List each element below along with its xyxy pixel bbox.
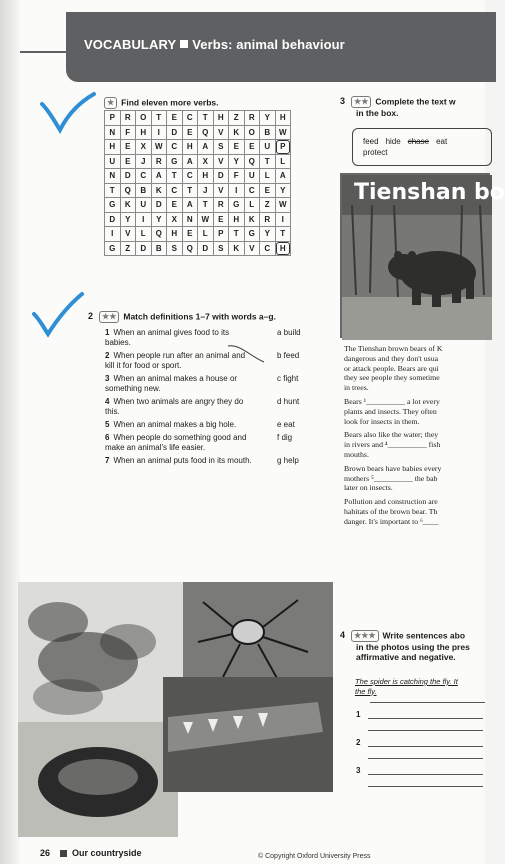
answer-line[interactable] — [368, 758, 483, 759]
animal-photos — [18, 582, 333, 837]
definition-number: 2 — [105, 351, 110, 360]
answer-line[interactable] — [368, 746, 483, 747]
answer-number: 1 — [356, 710, 361, 719]
grid-letter[interactable]: N — [105, 169, 121, 184]
grid-row — [105, 111, 291, 126]
grid-letter[interactable]: G — [244, 227, 260, 242]
grid-letter[interactable]: S — [213, 241, 229, 256]
grid-row — [105, 227, 291, 242]
word-box-item: feed — [363, 137, 379, 146]
article-line: in rivers and ⁴__________ fish — [344, 440, 441, 450]
grid-letter[interactable]: A — [151, 169, 167, 184]
example-sentence — [355, 677, 458, 696]
section-label: VOCABULARY — [84, 37, 177, 52]
definition-number: 1 — [105, 328, 110, 337]
grid-letter[interactable]: V — [244, 241, 260, 256]
grid-letter[interactable]: D — [198, 241, 214, 256]
grid-letter[interactable]: H — [182, 140, 198, 155]
grid-row — [105, 198, 291, 213]
answer-line[interactable] — [370, 702, 485, 703]
exercise-number: 4 — [340, 630, 346, 641]
article-line: later on insects. — [344, 483, 393, 493]
grid-letter[interactable]: G — [105, 241, 121, 256]
page-number: 26 — [40, 848, 51, 858]
grid-letter[interactable]: K — [120, 198, 136, 213]
grid-letter[interactable]: H — [229, 212, 245, 227]
answer-word-text: eat — [283, 420, 295, 429]
definition-row — [105, 351, 325, 371]
grid-letter[interactable]: I — [229, 183, 245, 198]
grid-letter[interactable]: G — [229, 198, 245, 213]
exercise1-heading — [104, 97, 219, 109]
grid-letter[interactable]: T — [105, 183, 121, 198]
grid-letter[interactable]: H — [275, 111, 291, 126]
grid-letter[interactable]: N — [182, 212, 198, 227]
answer-letter: f — [277, 433, 282, 442]
grid-letter[interactable]: V — [213, 183, 229, 198]
unit-name: Our countryside — [72, 848, 142, 858]
word-box-item: chase — [407, 137, 430, 146]
page-gutter — [0, 0, 20, 864]
answer-word — [277, 374, 325, 394]
grid-letter[interactable]: I — [105, 227, 121, 242]
definition-sentence: When two animals are angry they do this. — [105, 397, 244, 416]
definition-sentence: When an animal gives food to its babies. — [105, 328, 230, 347]
grid-letter[interactable]: T — [182, 183, 198, 198]
grid-letter[interactable]: D — [213, 169, 229, 184]
article-line: habitats of the brown bear. Th — [344, 506, 438, 516]
grid-letter[interactable]: K — [244, 212, 260, 227]
article-line: in trees. — [344, 383, 369, 393]
grid-row — [105, 125, 291, 140]
grid-letter[interactable]: S — [213, 140, 229, 155]
difficulty-stars: ★★★ — [351, 630, 379, 642]
grid-letter[interactable]: R — [120, 111, 136, 126]
exercise-number: 3 — [340, 96, 346, 107]
grid-letter[interactable]: Q — [244, 154, 260, 169]
answer-word-text: help — [283, 456, 299, 465]
grid-letter[interactable]: W — [275, 125, 291, 140]
grid-row — [105, 140, 291, 155]
answer-letter: d — [277, 397, 284, 406]
grid-letter[interactable]: X — [167, 212, 183, 227]
check-mark-icon — [38, 92, 98, 134]
article-line: mothers ⁵__________ the bab — [344, 473, 438, 483]
grid-letter[interactable]: D — [167, 125, 183, 140]
grid-letter[interactable]: F — [229, 169, 245, 184]
article-line: they see people they sometime — [344, 373, 440, 383]
article-line: or attack people. Bears are qui — [344, 363, 439, 373]
grid-letter[interactable]: P — [275, 140, 291, 155]
answer-line[interactable] — [368, 718, 483, 719]
definition-row — [105, 420, 325, 430]
article-line: dangerous and they don't usua — [344, 353, 439, 363]
grid-letter[interactable]: L — [275, 154, 291, 169]
grid-row — [105, 154, 291, 169]
example-line-1: The spider is catching the fly. It — [355, 677, 458, 686]
grid-letter[interactable]: V — [120, 227, 136, 242]
answer-line[interactable] — [368, 786, 483, 787]
article-line: Bears also like the water; they — [344, 430, 439, 440]
example-line-2: the fly. — [355, 686, 377, 696]
square-bullet-icon — [180, 40, 188, 48]
grid-letter[interactable]: E — [167, 111, 183, 126]
grid-letter[interactable]: Y — [275, 183, 291, 198]
answer-word — [277, 456, 325, 466]
grid-letter[interactable]: T — [229, 227, 245, 242]
article-paragraph — [344, 397, 494, 426]
grid-letter[interactable]: E — [167, 198, 183, 213]
difficulty-stars: ★ — [104, 97, 117, 109]
grid-letter[interactable]: E — [120, 154, 136, 169]
exercise4-instruction-3: affirmative and negative. — [356, 652, 456, 662]
definition-text — [105, 433, 255, 453]
grid-letter[interactable]: H — [213, 111, 229, 126]
exercise3-instruction: Complete the text w — [375, 96, 456, 107]
grid-letter[interactable]: J — [136, 154, 152, 169]
grid-letter[interactable]: Q — [151, 227, 167, 242]
grid-letter[interactable]: I — [275, 212, 291, 227]
grid-row — [105, 212, 291, 227]
grid-letter[interactable]: C — [167, 183, 183, 198]
grid-letter[interactable]: C — [182, 111, 198, 126]
answer-letter: e — [277, 420, 284, 429]
grid-letter[interactable]: W — [151, 140, 167, 155]
article-line: Bears ¹__________ a lot every — [344, 396, 440, 406]
grid-letter[interactable]: T — [275, 227, 291, 242]
article-title: Tienshan bo — [354, 180, 505, 205]
answer-letter: b — [277, 351, 284, 360]
word-box-item: eat — [436, 137, 448, 146]
answer-line[interactable] — [368, 730, 483, 731]
grid-letter[interactable]: K — [151, 183, 167, 198]
definition-row — [105, 374, 325, 394]
grid-letter[interactable]: O — [136, 111, 152, 126]
grid-letter[interactable]: L — [136, 227, 152, 242]
grid-letter[interactable]: T — [151, 111, 167, 126]
definition-text — [105, 420, 255, 430]
grid-letter[interactable]: A — [275, 169, 291, 184]
grid-letter[interactable]: O — [244, 125, 260, 140]
grid-letter[interactable]: F — [120, 125, 136, 140]
grid-letter[interactable]: V — [213, 154, 229, 169]
grid-letter[interactable]: U — [105, 154, 121, 169]
article-paragraph — [344, 497, 494, 526]
grid-letter[interactable]: P — [213, 227, 229, 242]
grid-letter[interactable]: H — [167, 227, 183, 242]
definition-row — [105, 397, 325, 417]
grid-letter[interactable]: P — [105, 111, 121, 126]
grid-row — [105, 241, 291, 256]
grid-letter[interactable]: Z — [229, 111, 245, 126]
grid-letter[interactable]: E — [213, 212, 229, 227]
grid-letter[interactable]: Y — [229, 154, 245, 169]
grid-letter[interactable]: R — [151, 154, 167, 169]
answer-letter: g — [277, 456, 284, 465]
grid-letter[interactable]: T — [260, 154, 276, 169]
definition-sentence: When people run after an animal and kill it for food or sport. — [105, 351, 246, 370]
grid-letter[interactable]: C — [136, 169, 152, 184]
article-paragraph — [344, 464, 494, 493]
definition-row — [105, 328, 325, 348]
grid-letter[interactable]: X — [198, 154, 214, 169]
grid-letter[interactable]: R — [244, 111, 260, 126]
exercise4-instruction-2: in the photos using the pres — [356, 642, 470, 652]
grid-letter[interactable]: E — [229, 140, 245, 155]
grid-letter[interactable]: E — [182, 125, 198, 140]
article-paragraph — [344, 430, 494, 459]
grid-letter[interactable]: V — [213, 125, 229, 140]
grid-letter[interactable]: E — [182, 227, 198, 242]
match-line — [226, 342, 266, 366]
grid-letter[interactable]: J — [198, 183, 214, 198]
grid-letter[interactable]: I — [151, 125, 167, 140]
grid-letter[interactable]: H — [275, 241, 291, 256]
grid-letter[interactable]: R — [260, 212, 276, 227]
exercise4-heading — [340, 630, 490, 662]
grid-letter[interactable]: D — [151, 198, 167, 213]
word-search-grid — [104, 110, 291, 256]
grid-letter[interactable]: G — [105, 198, 121, 213]
definition-sentence: When an animal makes a big hole. — [113, 420, 237, 429]
grid-letter[interactable]: Z — [260, 198, 276, 213]
grid-letter[interactable]: K — [229, 125, 245, 140]
article-line: The Tienshan brown bears of K — [344, 344, 443, 353]
grid-letter[interactable]: H — [136, 125, 152, 140]
grid-letter[interactable]: D — [105, 212, 121, 227]
grid-letter[interactable]: K — [229, 241, 245, 256]
answer-word — [277, 328, 325, 348]
definition-row — [105, 456, 325, 466]
grid-letter[interactable]: Y — [151, 212, 167, 227]
grid-letter[interactable]: W — [275, 198, 291, 213]
grid-letter[interactable]: S — [167, 241, 183, 256]
grid-letter[interactable]: Q — [120, 183, 136, 198]
article-line: mouths. — [344, 449, 369, 459]
grid-letter[interactable]: Y — [260, 227, 276, 242]
definition-row — [105, 433, 325, 453]
exercise4-instruction: Write sentences abo — [382, 630, 466, 641]
article-line: plants and insects. They often — [344, 406, 437, 416]
grid-letter[interactable]: X — [136, 140, 152, 155]
definition-number: 5 — [105, 420, 110, 429]
answer-letter: a — [277, 328, 284, 337]
definition-text — [105, 397, 255, 417]
grid-letter[interactable]: C — [260, 241, 276, 256]
answer-word — [277, 397, 325, 417]
article-line: danger. It's important to ⁶____ — [344, 516, 439, 526]
answer-number: 3 — [356, 766, 361, 775]
grid-letter[interactable]: E — [244, 140, 260, 155]
page-title — [84, 37, 345, 52]
definition-sentence: When people do something good and make an animal's life easier. — [105, 433, 247, 452]
definitions-list — [105, 328, 325, 469]
grid-letter[interactable]: L — [244, 198, 260, 213]
word-box-item: protect — [363, 148, 388, 157]
grid-row — [105, 169, 291, 184]
definition-sentence: When an animal makes a house or something new. — [105, 374, 238, 393]
grid-letter[interactable]: W — [198, 212, 214, 227]
exercise1-instruction: Find eleven more verbs. — [121, 97, 219, 108]
answer-word-text: fight — [283, 374, 299, 383]
definition-text — [105, 456, 255, 466]
definition-number: 3 — [105, 374, 110, 383]
exercise-number: 2 — [88, 311, 94, 322]
answer-word — [277, 420, 325, 430]
article-line: Brown bears have babies every — [344, 463, 442, 473]
grid-letter[interactable]: E — [120, 140, 136, 155]
grid-letter[interactable]: U — [136, 198, 152, 213]
exercise2-instruction: Match definitions 1–7 with words a–g. — [123, 311, 276, 322]
grid-letter[interactable]: D — [136, 241, 152, 256]
difficulty-stars: ★★ — [351, 96, 371, 108]
article-line: Pollution and construction are — [344, 497, 438, 507]
word-box-item: hide — [385, 137, 401, 146]
grid-letter[interactable]: C — [182, 169, 198, 184]
grid-letter[interactable]: H — [198, 169, 214, 184]
check-mark-icon — [30, 292, 88, 338]
definition-number: 6 — [105, 433, 110, 442]
grid-letter[interactable]: A — [182, 154, 198, 169]
answer-number: 2 — [356, 738, 361, 747]
grid-letter[interactable]: Z — [120, 241, 136, 256]
grid-letter[interactable]: T — [198, 198, 214, 213]
grid-letter[interactable]: Q — [198, 125, 214, 140]
grid-letter[interactable]: B — [136, 183, 152, 198]
grid-letter[interactable]: H — [105, 140, 121, 155]
grid-letter[interactable]: I — [136, 212, 152, 227]
answer-word-text: dig — [281, 433, 293, 442]
grid-letter[interactable]: C — [167, 140, 183, 155]
exercise3-instruction-2: in the box. — [356, 108, 399, 118]
grid-letter[interactable]: U — [244, 169, 260, 184]
answer-word-text: build — [283, 328, 301, 337]
answer-word-text: feed — [283, 351, 300, 360]
grid-row — [105, 183, 291, 198]
answer-word-text: hunt — [283, 397, 300, 406]
grid-letter[interactable]: T — [167, 169, 183, 184]
answer-line[interactable] — [368, 774, 483, 775]
article-line: look for insects in them. — [344, 416, 420, 426]
exercise3-heading — [340, 96, 490, 118]
answer-letter: c — [277, 374, 284, 383]
copyright-notice: © Copyright Oxford University Press — [258, 853, 371, 860]
grid-letter[interactable]: U — [260, 140, 276, 155]
grid-letter[interactable]: G — [167, 154, 183, 169]
word-box — [352, 128, 492, 166]
grid-letter[interactable]: B — [260, 125, 276, 140]
article-body — [344, 344, 494, 531]
definition-sentence: When an animal puts food in its mouth. — [113, 456, 252, 465]
grid-letter[interactable]: L — [198, 227, 214, 242]
definition-text — [105, 374, 255, 394]
grid-letter[interactable]: Q — [182, 241, 198, 256]
grid-letter[interactable]: Y — [260, 111, 276, 126]
grid-letter[interactable]: E — [260, 183, 276, 198]
answer-word — [277, 351, 325, 371]
grid-letter[interactable]: L — [260, 169, 276, 184]
grid-letter[interactable]: R — [213, 198, 229, 213]
answer-word — [277, 433, 325, 453]
section-title: Verbs: animal behaviour — [192, 37, 345, 52]
grid-letter[interactable]: D — [120, 169, 136, 184]
grid-letter[interactable]: C — [244, 183, 260, 198]
definition-number: 4 — [105, 397, 110, 406]
exercise2-heading — [88, 311, 276, 323]
header-rule — [20, 51, 66, 53]
square-bullet-icon — [60, 850, 67, 857]
grid-letter[interactable]: A — [198, 140, 214, 155]
article-paragraph — [344, 344, 494, 393]
grid-letter[interactable]: Y — [120, 212, 136, 227]
definition-number: 7 — [105, 456, 110, 465]
grid-letter[interactable]: A — [182, 198, 198, 213]
grid-letter[interactable]: T — [198, 111, 214, 126]
difficulty-stars: ★★ — [99, 311, 119, 323]
grid-letter[interactable]: B — [151, 241, 167, 256]
grid-letter[interactable]: N — [105, 125, 121, 140]
